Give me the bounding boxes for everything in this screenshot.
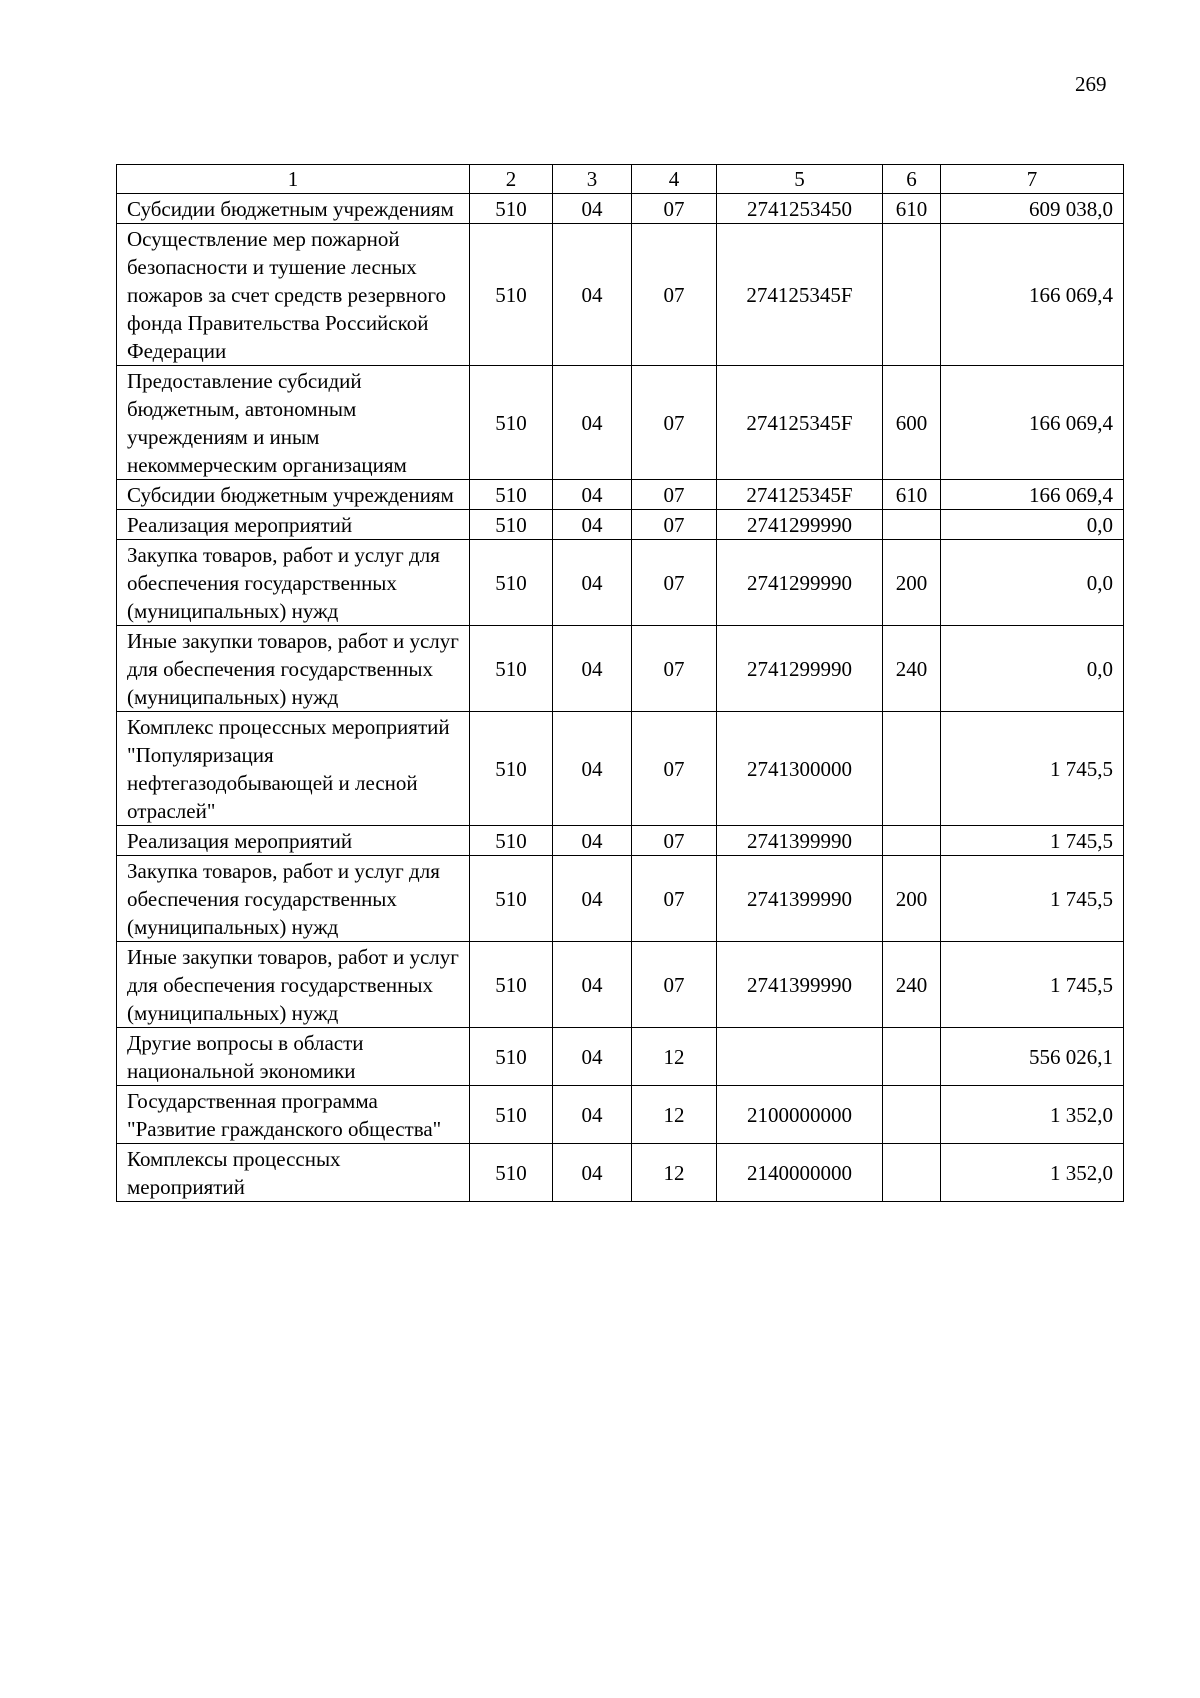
- code-cell: [883, 712, 941, 826]
- code-cell: [883, 224, 941, 366]
- code-cell: 510: [470, 194, 553, 224]
- code-cell: 12: [632, 1086, 717, 1144]
- code-cell: 510: [470, 480, 553, 510]
- code-cell: 07: [632, 480, 717, 510]
- amount-cell: 0,0: [941, 510, 1124, 540]
- code-cell: 04: [553, 366, 632, 480]
- column-header: 2: [470, 165, 553, 194]
- item-name-cell: Закупка товаров, работ и услуг для обеспечения государственных (муниципальных) нужд: [117, 540, 470, 626]
- code-cell: 04: [553, 510, 632, 540]
- item-name-cell: Иные закупки товаров, работ и услуг для обеспечения государственных (муниципальных) нужд: [117, 626, 470, 712]
- code-cell: 2741300000: [717, 712, 883, 826]
- code-cell: 2741299990: [717, 540, 883, 626]
- code-cell: 07: [632, 224, 717, 366]
- code-cell: [883, 826, 941, 856]
- item-name-cell: Государственная программа "Развитие гражданского общества": [117, 1086, 470, 1144]
- item-name-cell: Осуществление мер пожарной безопасности и тушение лесных пожаров за счет средств резервного фонда Правительства Российской Федерации: [117, 224, 470, 366]
- code-cell: 04: [553, 480, 632, 510]
- item-name-cell: Субсидии бюджетным учреждениям: [117, 194, 470, 224]
- code-cell: 07: [632, 366, 717, 480]
- code-cell: 510: [470, 626, 553, 712]
- code-cell: 510: [470, 826, 553, 856]
- code-cell: 240: [883, 626, 941, 712]
- code-cell: 510: [470, 510, 553, 540]
- code-cell: 610: [883, 480, 941, 510]
- table-row: [117, 366, 1124, 480]
- amount-cell: 1 745,5: [941, 942, 1124, 1028]
- code-cell: 12: [632, 1028, 717, 1086]
- code-cell: 2140000000: [717, 1144, 883, 1202]
- code-cell: 2741253450: [717, 194, 883, 224]
- amount-cell: 1 745,5: [941, 826, 1124, 856]
- code-cell: 07: [632, 712, 717, 826]
- code-cell: 04: [553, 224, 632, 366]
- code-cell: 12: [632, 1144, 717, 1202]
- code-cell: 510: [470, 856, 553, 942]
- code-cell: 04: [553, 1144, 632, 1202]
- table-row: [117, 480, 1124, 510]
- code-cell: 04: [553, 942, 632, 1028]
- code-cell: 274125345F: [717, 224, 883, 366]
- amount-cell: 1 352,0: [941, 1086, 1124, 1144]
- amount-cell: 0,0: [941, 626, 1124, 712]
- table-row: [117, 712, 1124, 826]
- code-cell: [717, 1028, 883, 1086]
- code-cell: 510: [470, 224, 553, 366]
- budget-table: [116, 164, 1124, 1202]
- item-name-cell: Другие вопросы в области национальной экономики: [117, 1028, 470, 1086]
- code-cell: 07: [632, 540, 717, 626]
- column-header: 1: [117, 165, 470, 194]
- table-row: [117, 224, 1124, 366]
- code-cell: 04: [553, 1028, 632, 1086]
- column-header: 6: [883, 165, 941, 194]
- code-cell: 610: [883, 194, 941, 224]
- code-cell: 04: [553, 856, 632, 942]
- table-row: [117, 942, 1124, 1028]
- item-name-cell: Иные закупки товаров, работ и услуг для обеспечения государственных (муниципальных) нужд: [117, 942, 470, 1028]
- table-row: [117, 826, 1124, 856]
- code-cell: 510: [470, 1144, 553, 1202]
- amount-cell: 166 069,4: [941, 480, 1124, 510]
- code-cell: 07: [632, 510, 717, 540]
- code-cell: 200: [883, 540, 941, 626]
- code-cell: 04: [553, 540, 632, 626]
- code-cell: 07: [632, 826, 717, 856]
- item-name-cell: Реализация мероприятий: [117, 510, 470, 540]
- code-cell: 274125345F: [717, 366, 883, 480]
- amount-cell: 166 069,4: [941, 366, 1124, 480]
- code-cell: 200: [883, 856, 941, 942]
- code-cell: 510: [470, 942, 553, 1028]
- code-cell: 510: [470, 712, 553, 826]
- table-row: [117, 1144, 1124, 1202]
- code-cell: 2741399990: [717, 856, 883, 942]
- item-name-cell: Закупка товаров, работ и услуг для обеспечения государственных (муниципальных) нужд: [117, 856, 470, 942]
- item-name-cell: Субсидии бюджетным учреждениям: [117, 480, 470, 510]
- amount-cell: 166 069,4: [941, 224, 1124, 366]
- code-cell: 04: [553, 712, 632, 826]
- code-cell: 07: [632, 856, 717, 942]
- code-cell: 274125345F: [717, 480, 883, 510]
- amount-cell: 609 038,0: [941, 194, 1124, 224]
- amount-cell: 556 026,1: [941, 1028, 1124, 1086]
- code-cell: [883, 1028, 941, 1086]
- code-cell: 07: [632, 194, 717, 224]
- code-cell: 510: [470, 540, 553, 626]
- code-cell: 2741299990: [717, 626, 883, 712]
- table-row: [117, 1086, 1124, 1144]
- code-cell: 510: [470, 1086, 553, 1144]
- table-row: [117, 1028, 1124, 1086]
- column-header: 4: [632, 165, 717, 194]
- column-header: 5: [717, 165, 883, 194]
- code-cell: 2741399990: [717, 826, 883, 856]
- table-body: [117, 194, 1124, 1202]
- code-cell: 600: [883, 366, 941, 480]
- item-name-cell: Предоставление субсидий бюджетным, автономным учреждениям и иным некоммерческим организациям: [117, 366, 470, 480]
- code-cell: 04: [553, 826, 632, 856]
- item-name-cell: Комплекс процессных мероприятий "Популяризация нефтегазодобывающей и лесной отраслей": [117, 712, 470, 826]
- code-cell: 04: [553, 194, 632, 224]
- table-row: [117, 194, 1124, 224]
- code-cell: 510: [470, 366, 553, 480]
- code-cell: 2100000000: [717, 1086, 883, 1144]
- code-cell: 240: [883, 942, 941, 1028]
- code-cell: 07: [632, 626, 717, 712]
- item-name-cell: Комплексы процессных мероприятий: [117, 1144, 470, 1202]
- table-row: [117, 540, 1124, 626]
- column-header: 7: [941, 165, 1124, 194]
- table-row: [117, 510, 1124, 540]
- amount-cell: 1 745,5: [941, 856, 1124, 942]
- code-cell: [883, 1086, 941, 1144]
- code-cell: [883, 510, 941, 540]
- column-header: 3: [553, 165, 632, 194]
- table-row: [117, 626, 1124, 712]
- code-cell: 04: [553, 1086, 632, 1144]
- amount-cell: 1 745,5: [941, 712, 1124, 826]
- code-cell: 2741399990: [717, 942, 883, 1028]
- code-cell: 510: [470, 1028, 553, 1086]
- code-cell: 2741299990: [717, 510, 883, 540]
- code-cell: [883, 1144, 941, 1202]
- table-header-row: [117, 165, 1124, 194]
- table-row: [117, 856, 1124, 942]
- amount-cell: 0,0: [941, 540, 1124, 626]
- page-number: 269: [1075, 72, 1107, 96]
- amount-cell: 1 352,0: [941, 1144, 1124, 1202]
- code-cell: 07: [632, 942, 717, 1028]
- item-name-cell: Реализация мероприятий: [117, 826, 470, 856]
- code-cell: 04: [553, 626, 632, 712]
